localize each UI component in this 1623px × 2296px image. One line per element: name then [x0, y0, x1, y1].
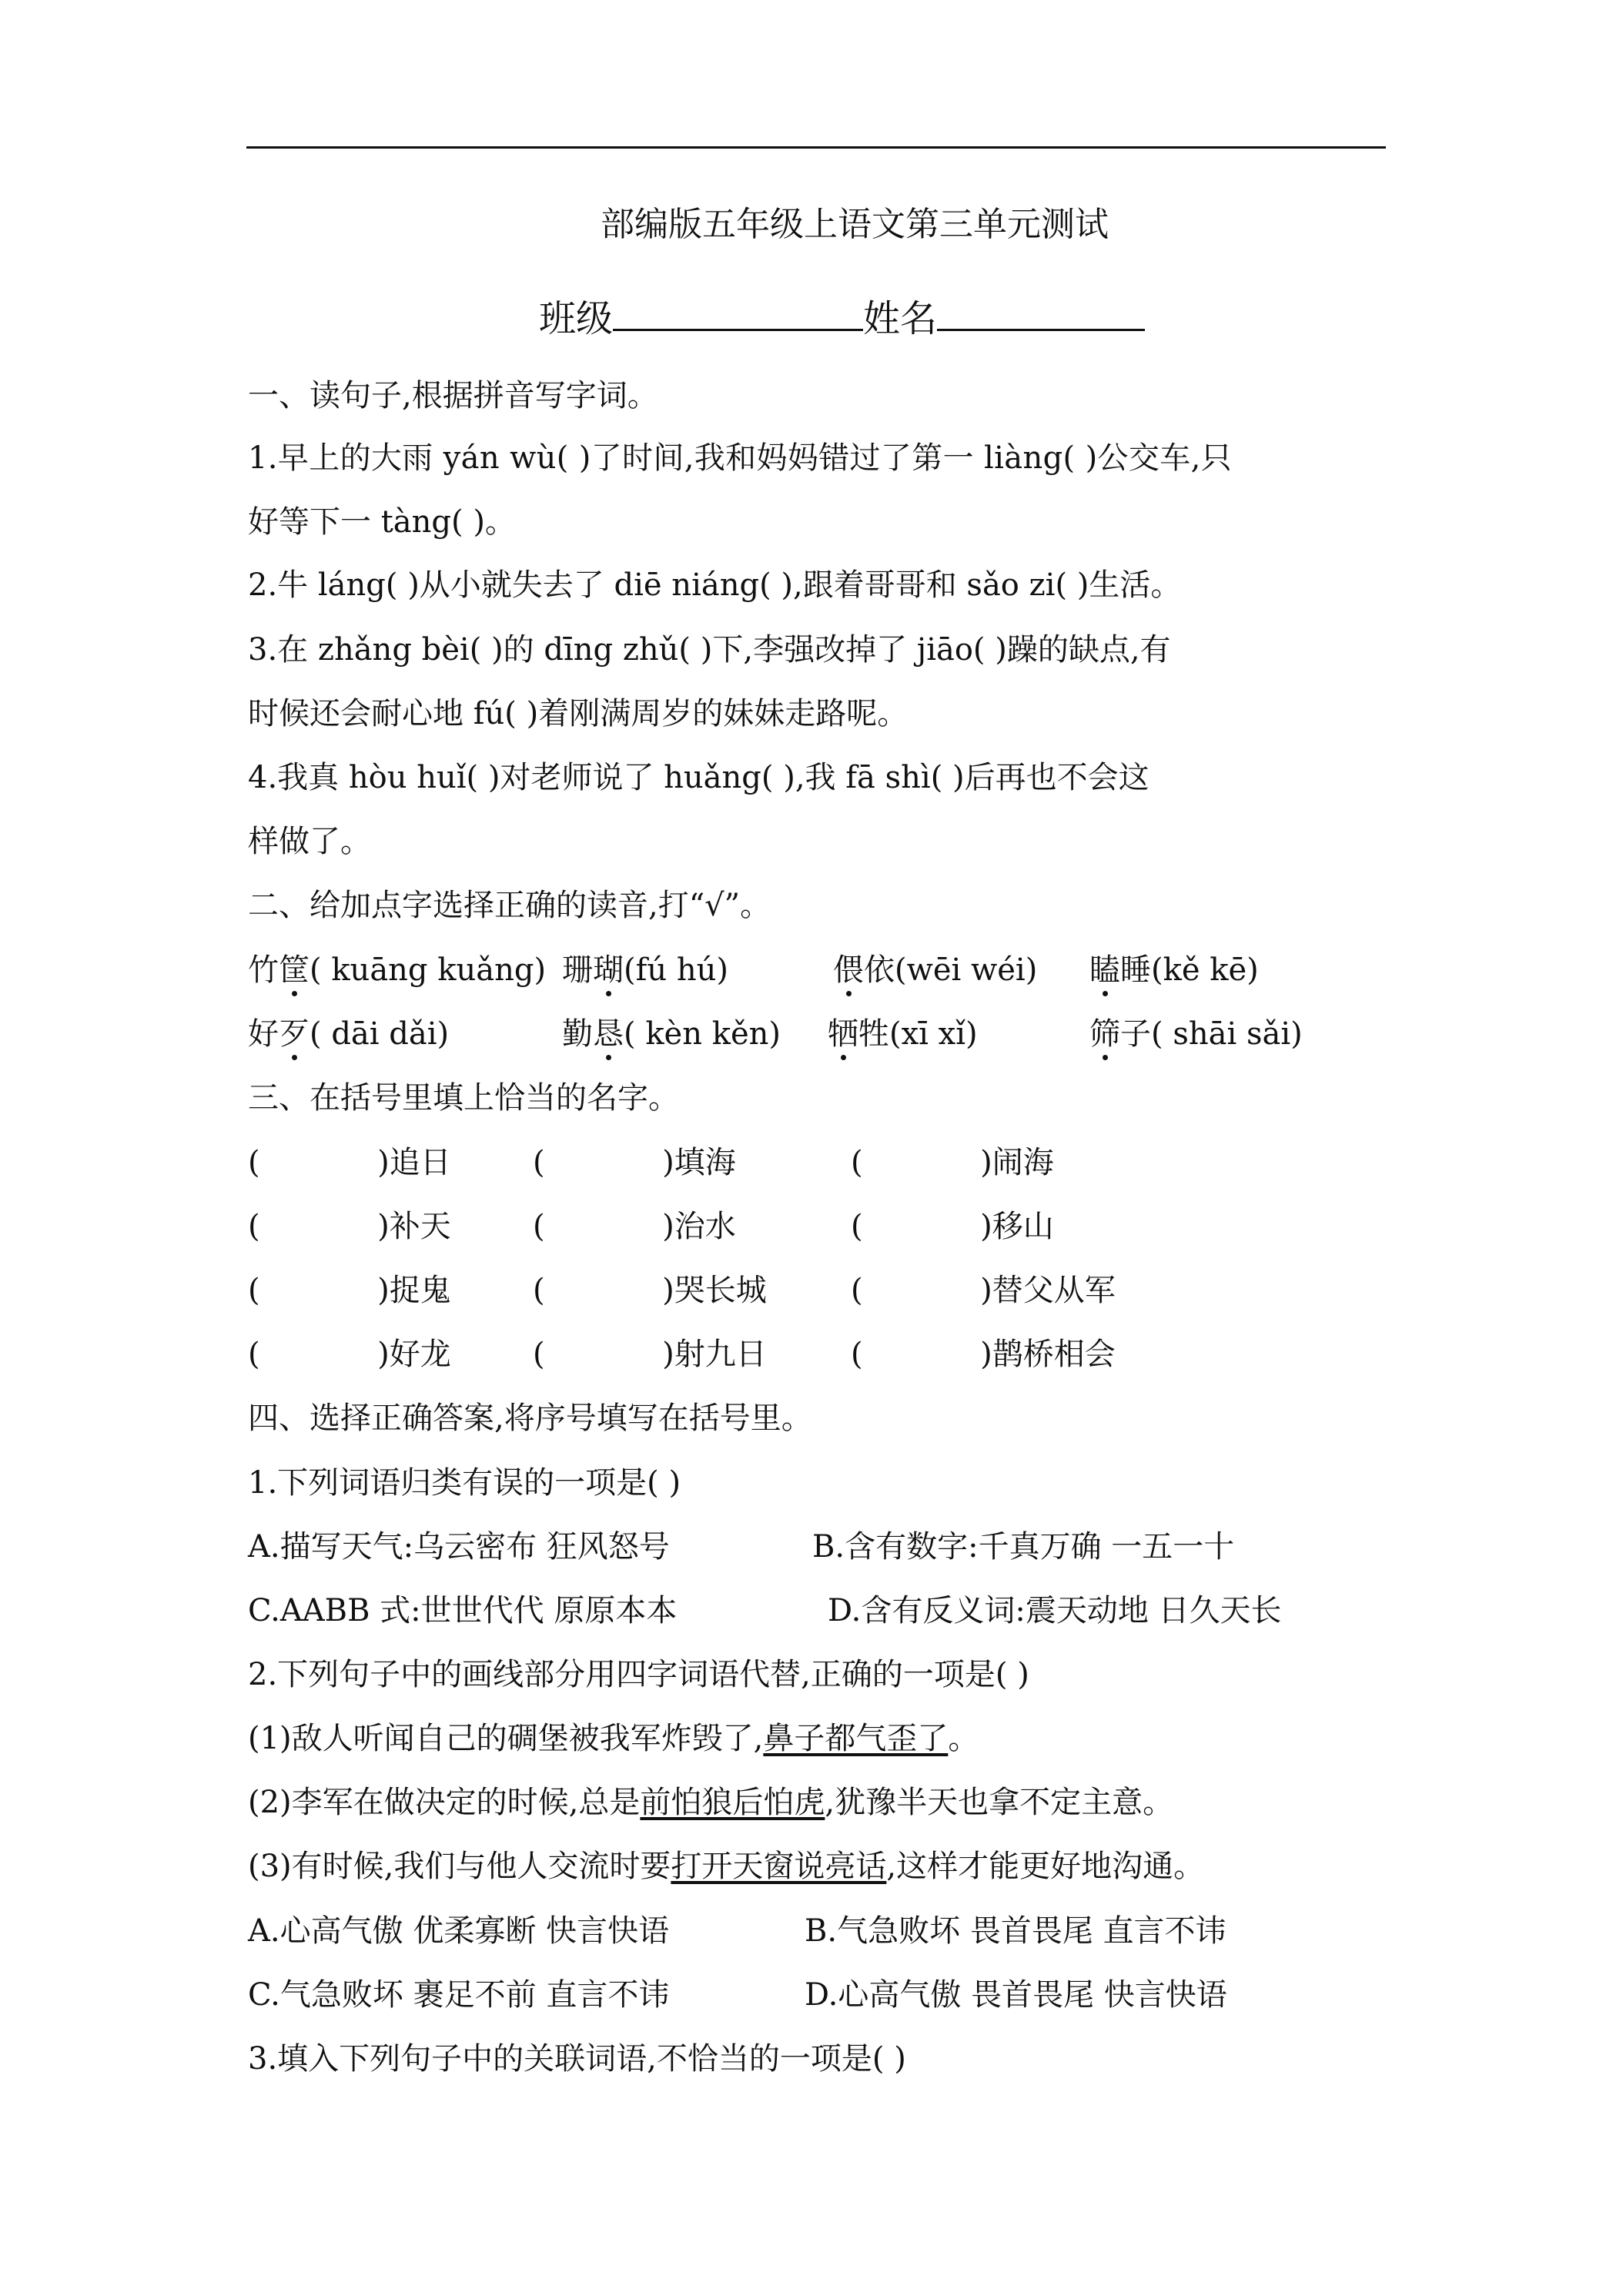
fill-name-item[interactable]: ( )好龙: [248, 1337, 451, 1372]
pronunciation-item[interactable]: 勤恳( kèn kěn): [562, 1016, 781, 1052]
fill-name-item[interactable]: ( )哭长城: [533, 1273, 767, 1308]
class-name-line: [539, 289, 1145, 342]
q2-sentence-1: (1)敌人听闻自己的碉堡被我军炸毁了,鼻子都气歪了。: [248, 1721, 979, 1756]
s1-line: 样做了。: [248, 824, 371, 859]
q2-sentence-3: (3)有时候,我们与他人交流时要打开天窗说亮话,这样才能更好地沟通。: [248, 1849, 1205, 1884]
q2-option-a[interactable]: A.心高气傲 优柔寡断 快言快语: [248, 1913, 670, 1949]
q1-option-a[interactable]: A.描写天气:乌云密布 狂风怒号: [248, 1529, 670, 1565]
dotted-char: 筛: [1089, 1016, 1120, 1052]
section4-heading: 四、选择正确答案,将序号填写在括号里。: [248, 1401, 812, 1436]
fill-name-item[interactable]: ( )捉鬼: [248, 1273, 451, 1308]
dotted-char: 偎: [833, 952, 864, 988]
dotted-char: 瑚: [593, 952, 624, 988]
underlined-phrase: 前怕狼后怕虎: [640, 1785, 825, 1820]
s1-line: 1.早上的大雨 yán wù( )了时间,我和妈妈错过了第一 liàng( )公交车,只: [248, 440, 1232, 476]
dotted-char: 筐: [279, 952, 310, 988]
section1-heading: 一、读句子,根据拼音写字词。: [248, 378, 658, 413]
pronunciation-item[interactable]: 牺牲(xī xǐ): [828, 1016, 978, 1052]
s1-line: 4.我真 hòu huǐ( )对老师说了 huǎng( ),我 fā shì( )后再也不会这: [248, 760, 1149, 795]
fill-name-item[interactable]: ( )补天: [248, 1209, 451, 1244]
class-label: 班级: [539, 297, 614, 340]
s1-line: 好等下一 tàng( )。: [248, 504, 516, 540]
dotted-char: 恳: [593, 1016, 624, 1052]
s1-line: 时候还会耐心地 fú( )着刚满周岁的妹妹走路呢。: [248, 696, 909, 731]
fill-name-item[interactable]: ( )填海: [533, 1145, 736, 1180]
top-rule: [246, 146, 1386, 149]
pronunciation-item[interactable]: 瞌睡(kě kē): [1089, 952, 1259, 988]
fill-name-item[interactable]: ( )治水: [533, 1209, 736, 1244]
section2-heading: 二、给加点字选择正确的读音,打“√”。: [248, 888, 771, 923]
fill-name-item[interactable]: ( )替父从军: [851, 1273, 1116, 1308]
pronunciation-item[interactable]: 筛子( shāi sǎi): [1089, 1016, 1303, 1052]
section3-heading: 三、在括号里填上恰当的名字。: [248, 1080, 679, 1116]
pronunciation-item[interactable]: 竹筐( kuāng kuǎng): [248, 952, 547, 988]
pronunciation-item[interactable]: 好歹( dāi dǎi): [248, 1016, 450, 1052]
dotted-char: 歹: [279, 1016, 310, 1052]
name-label: 姓名: [863, 297, 938, 340]
question-1: 1.下列词语归类有误的一项是( ): [248, 1465, 681, 1501]
fill-name-item[interactable]: ( )移山: [851, 1209, 1054, 1244]
dotted-char: 瞌: [1089, 952, 1120, 988]
fill-name-item[interactable]: ( )闹海: [851, 1145, 1054, 1180]
s1-line: 3.在 zhǎng bèi( )的 dīng zhǔ( )下,李强改掉了 jiāo( )躁的缺点,有: [248, 632, 1171, 668]
fill-name-item[interactable]: ( )鹊桥相会: [851, 1337, 1116, 1372]
q2-option-d[interactable]: D.心高气傲 畏首畏尾 快言快语: [805, 1977, 1227, 2013]
q1-option-b[interactable]: B.含有数字:千真万确 一五一十: [812, 1529, 1235, 1565]
q1-option-d[interactable]: D.含有反义词:震天动地 日久天长: [828, 1593, 1282, 1628]
underlined-phrase: 打开天窗说亮话: [671, 1849, 887, 1884]
page-title: 部编版五年级上语文第三单元测试: [601, 205, 1109, 244]
q2-option-c[interactable]: C.气急败坏 裹足不前 直言不讳: [248, 1977, 670, 2013]
s1-line: 2.牛 láng( )从小就失去了 diē niáng( ),跟着哥哥和 sǎo zi( )生活。: [248, 567, 1182, 603]
question-2: 2.下列句子中的画线部分用四字词语代替,正确的一项是( ): [248, 1657, 1029, 1692]
fill-name-item[interactable]: ( )射九日: [533, 1337, 767, 1372]
pronunciation-item[interactable]: 偎依(wēi wéi): [833, 952, 1038, 988]
underlined-phrase: 鼻子都气歪了: [763, 1721, 949, 1756]
question-3: 3.填入下列句子中的关联词语,不恰当的一项是( ): [248, 2041, 906, 2077]
name-blank[interactable]: [937, 295, 1145, 331]
q2-option-b[interactable]: B.气急败坏 畏首畏尾 直言不讳: [805, 1913, 1226, 1949]
dotted-char: 牺: [828, 1016, 858, 1052]
pronunciation-item[interactable]: 珊瑚(fú hú): [562, 952, 729, 988]
fill-name-item[interactable]: ( )追日: [248, 1145, 451, 1180]
class-blank[interactable]: [613, 295, 863, 331]
q1-option-c[interactable]: C.AABB 式:世世代代 原原本本: [248, 1593, 678, 1628]
q2-sentence-2: (2)李军在做决定的时候,总是前怕狼后怕虎,犹豫半天也拿不定主意。: [248, 1785, 1174, 1820]
